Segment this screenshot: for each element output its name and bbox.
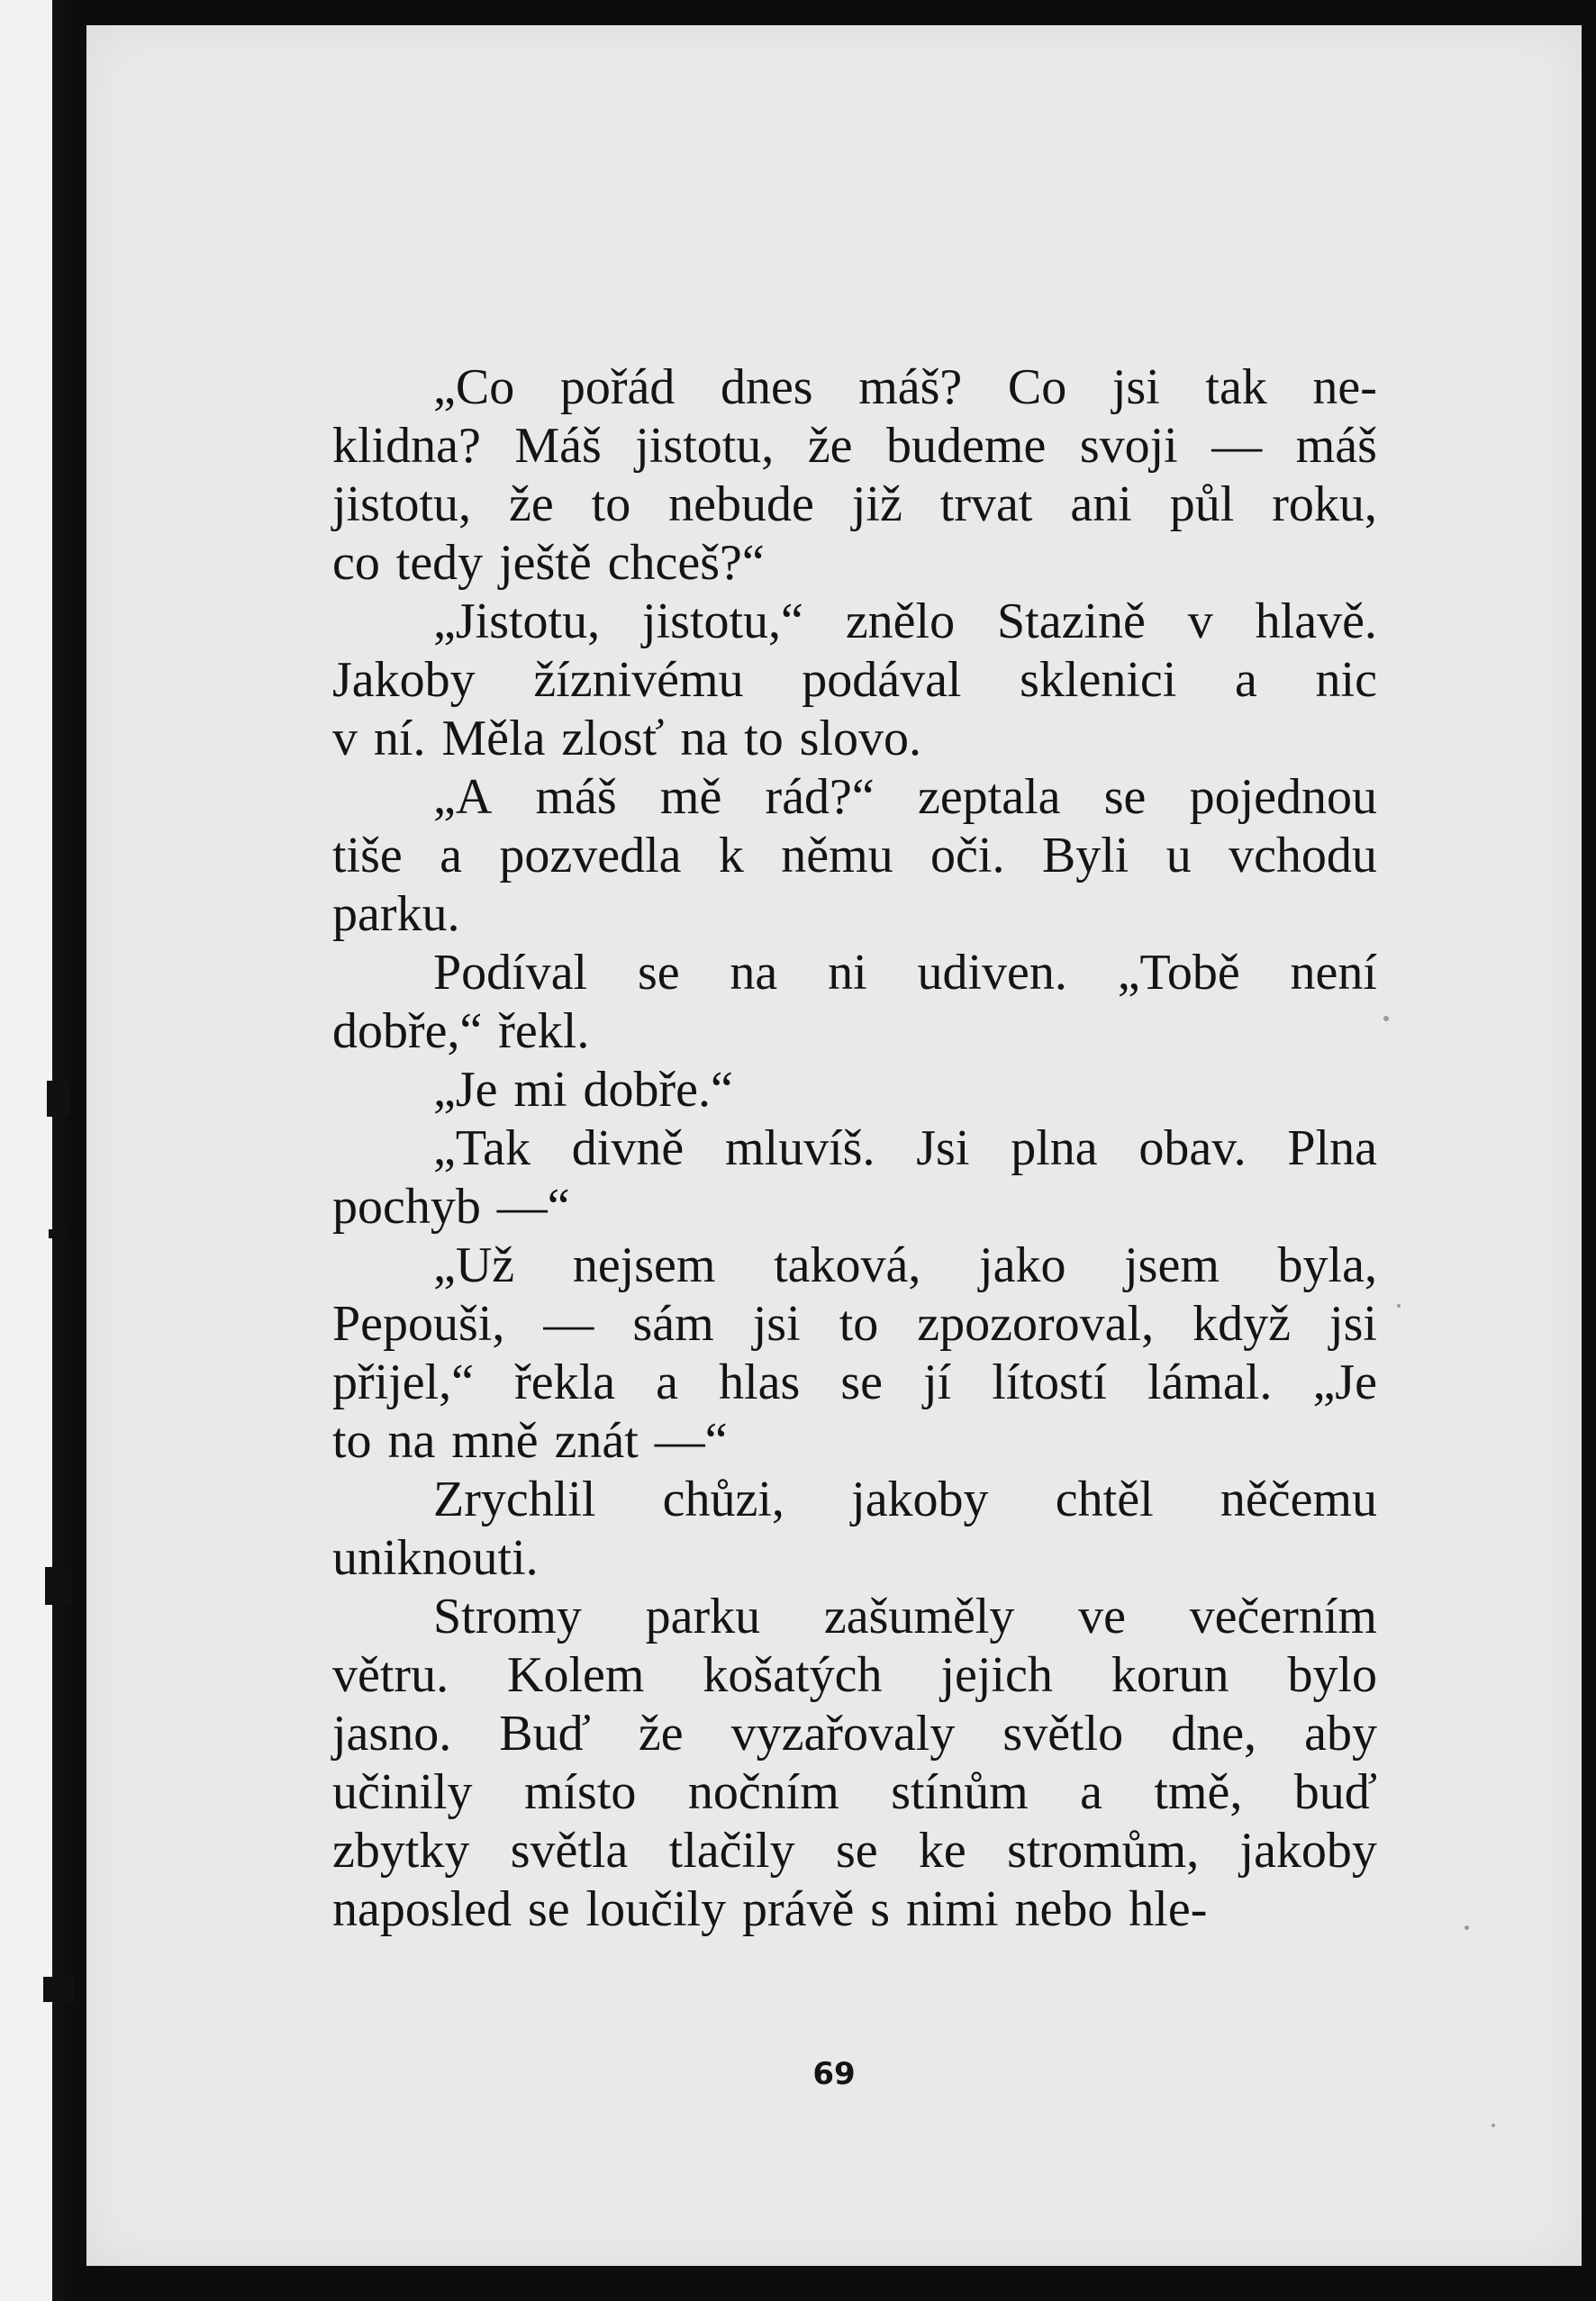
paragraph [332,1237,1377,1471]
text-line: dobře,“ řekl. [332,1003,590,1059]
text-line: to na mně znát —“ [332,1413,728,1469]
scan-speck [1492,2124,1495,2127]
text-line: pochyb —“ [332,1179,570,1235]
text-line: co tedy ještě chceš?“ [332,535,765,591]
scan-speck [1383,1016,1389,1021]
paragraph [332,1119,1377,1237]
text-line: Zrychlil chůzi, jakoby chtěl něčemu [433,1472,1377,1527]
text-line: „Tak divně mluvíš. Jsi plna obav. Plna [433,1120,1377,1176]
text-line: klidna? Máš jistotu, že budeme svoji — máš [332,418,1377,474]
paragraph [332,1471,1377,1588]
text-line: jasno. Buď že vyzařovaly světlo dne, aby [332,1706,1377,1762]
text-line: Jakoby žíznivému podával sklenici a nic [332,652,1377,708]
text-line: tiše a pozvedla k němu oči. Byli u vchodu [332,828,1377,883]
text-line: učinily místo nočním stínům a tmě, buď [332,1764,1377,1820]
text-line: Pepouši, — sám jsi to zpozoroval, když jsi [332,1296,1377,1352]
paragraph [332,593,1377,768]
paragraph [332,358,1377,593]
text-line: v ní. Měla zlosť na to slovo. [332,711,921,766]
text-line: parku. [332,886,460,942]
text-line: přijel,“ řekla a hlas se jí lítostí lámal. „Je [332,1354,1377,1410]
text-line: „Je mi dobře.“ [433,1062,733,1118]
body-text [332,358,1377,1939]
scan-speck [1397,1304,1401,1308]
binding-mark [45,1567,72,1605]
text-line: „Co pořád dnes máš? Co jsi tak ne- [433,359,1377,415]
text-line: Stromy parku zašuměly ve večerním [433,1589,1377,1644]
text-line: Podíval se na ni udiven. „Tobě není [433,945,1377,1001]
paragraph [332,1588,1377,1939]
text-line: větru. Kolem košatých jejich korun bylo [332,1647,1377,1703]
text-line: „Jistotu, jistotu,“ znělo Stazině v hlavě. [433,593,1377,649]
scan-speck [1465,1925,1469,1930]
text-line: „A máš mě rád?“ zeptala se pojednou [433,769,1377,825]
book-binding-edge [52,0,65,2301]
paragraph [332,768,1377,944]
text-line: uniknouti. [332,1530,539,1586]
paragraph [332,944,1377,1061]
text-line: „Už nejsem taková, jako jsem byla, [433,1237,1377,1293]
paragraph [332,1061,1377,1119]
binding-mark [47,1081,70,1117]
text-line: naposled se loučily právě s nimi nebo hle- [332,1881,1208,1937]
binding-mark [49,1229,68,1238]
text-line: jistotu, že to nebude již trvat ani půl roku, [332,476,1377,532]
page-number: 69 [812,2056,856,2092]
binding-mark [43,1977,74,2002]
text-line: zbytky světla tlačily se ke stromům, jakoby [332,1823,1377,1879]
book-page [86,25,1582,2266]
